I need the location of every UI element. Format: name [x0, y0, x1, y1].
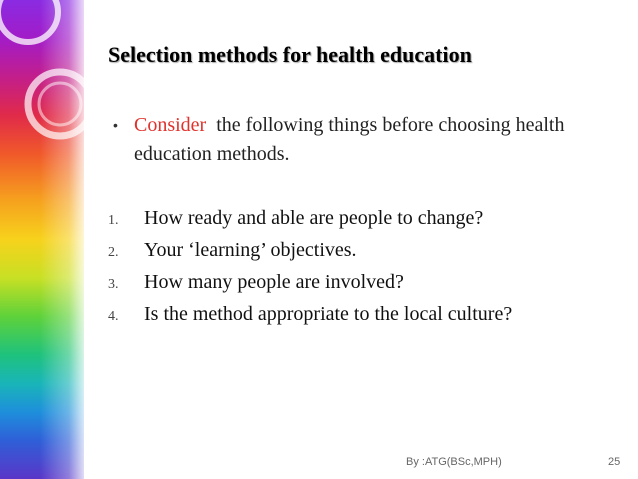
- steps-list: [108, 205, 512, 333]
- list-item: [108, 301, 512, 333]
- list-text: Is the method appropriate to the local culture?: [144, 303, 513, 325]
- list-text: How many people are involved?: [144, 271, 404, 293]
- list-number: 3.: [108, 277, 119, 292]
- bullet-marker: •: [113, 117, 118, 133]
- list-number: 4.: [108, 309, 119, 324]
- list-number: 2.: [108, 245, 119, 260]
- intro-text: [134, 111, 618, 169]
- page-number: 25: [608, 456, 621, 468]
- list-number: 1.: [108, 213, 119, 228]
- decorative-rings-icon: [0, 0, 84, 160]
- list-text: How ready and able are people to change?: [144, 207, 484, 229]
- intro-highlight: Consider: [134, 114, 207, 136]
- list-item: [108, 269, 512, 301]
- list-item: [108, 237, 512, 269]
- list-item: [108, 205, 512, 237]
- intro-bullet: [113, 111, 618, 169]
- intro-rest: the following things before choosing health education methods.: [134, 114, 570, 165]
- slide-title: Selection methods for health education: [108, 42, 472, 67]
- footer-author: By :ATG(BSc,MPH): [406, 456, 502, 468]
- list-text: Your ‘learning’ objectives.: [144, 239, 357, 261]
